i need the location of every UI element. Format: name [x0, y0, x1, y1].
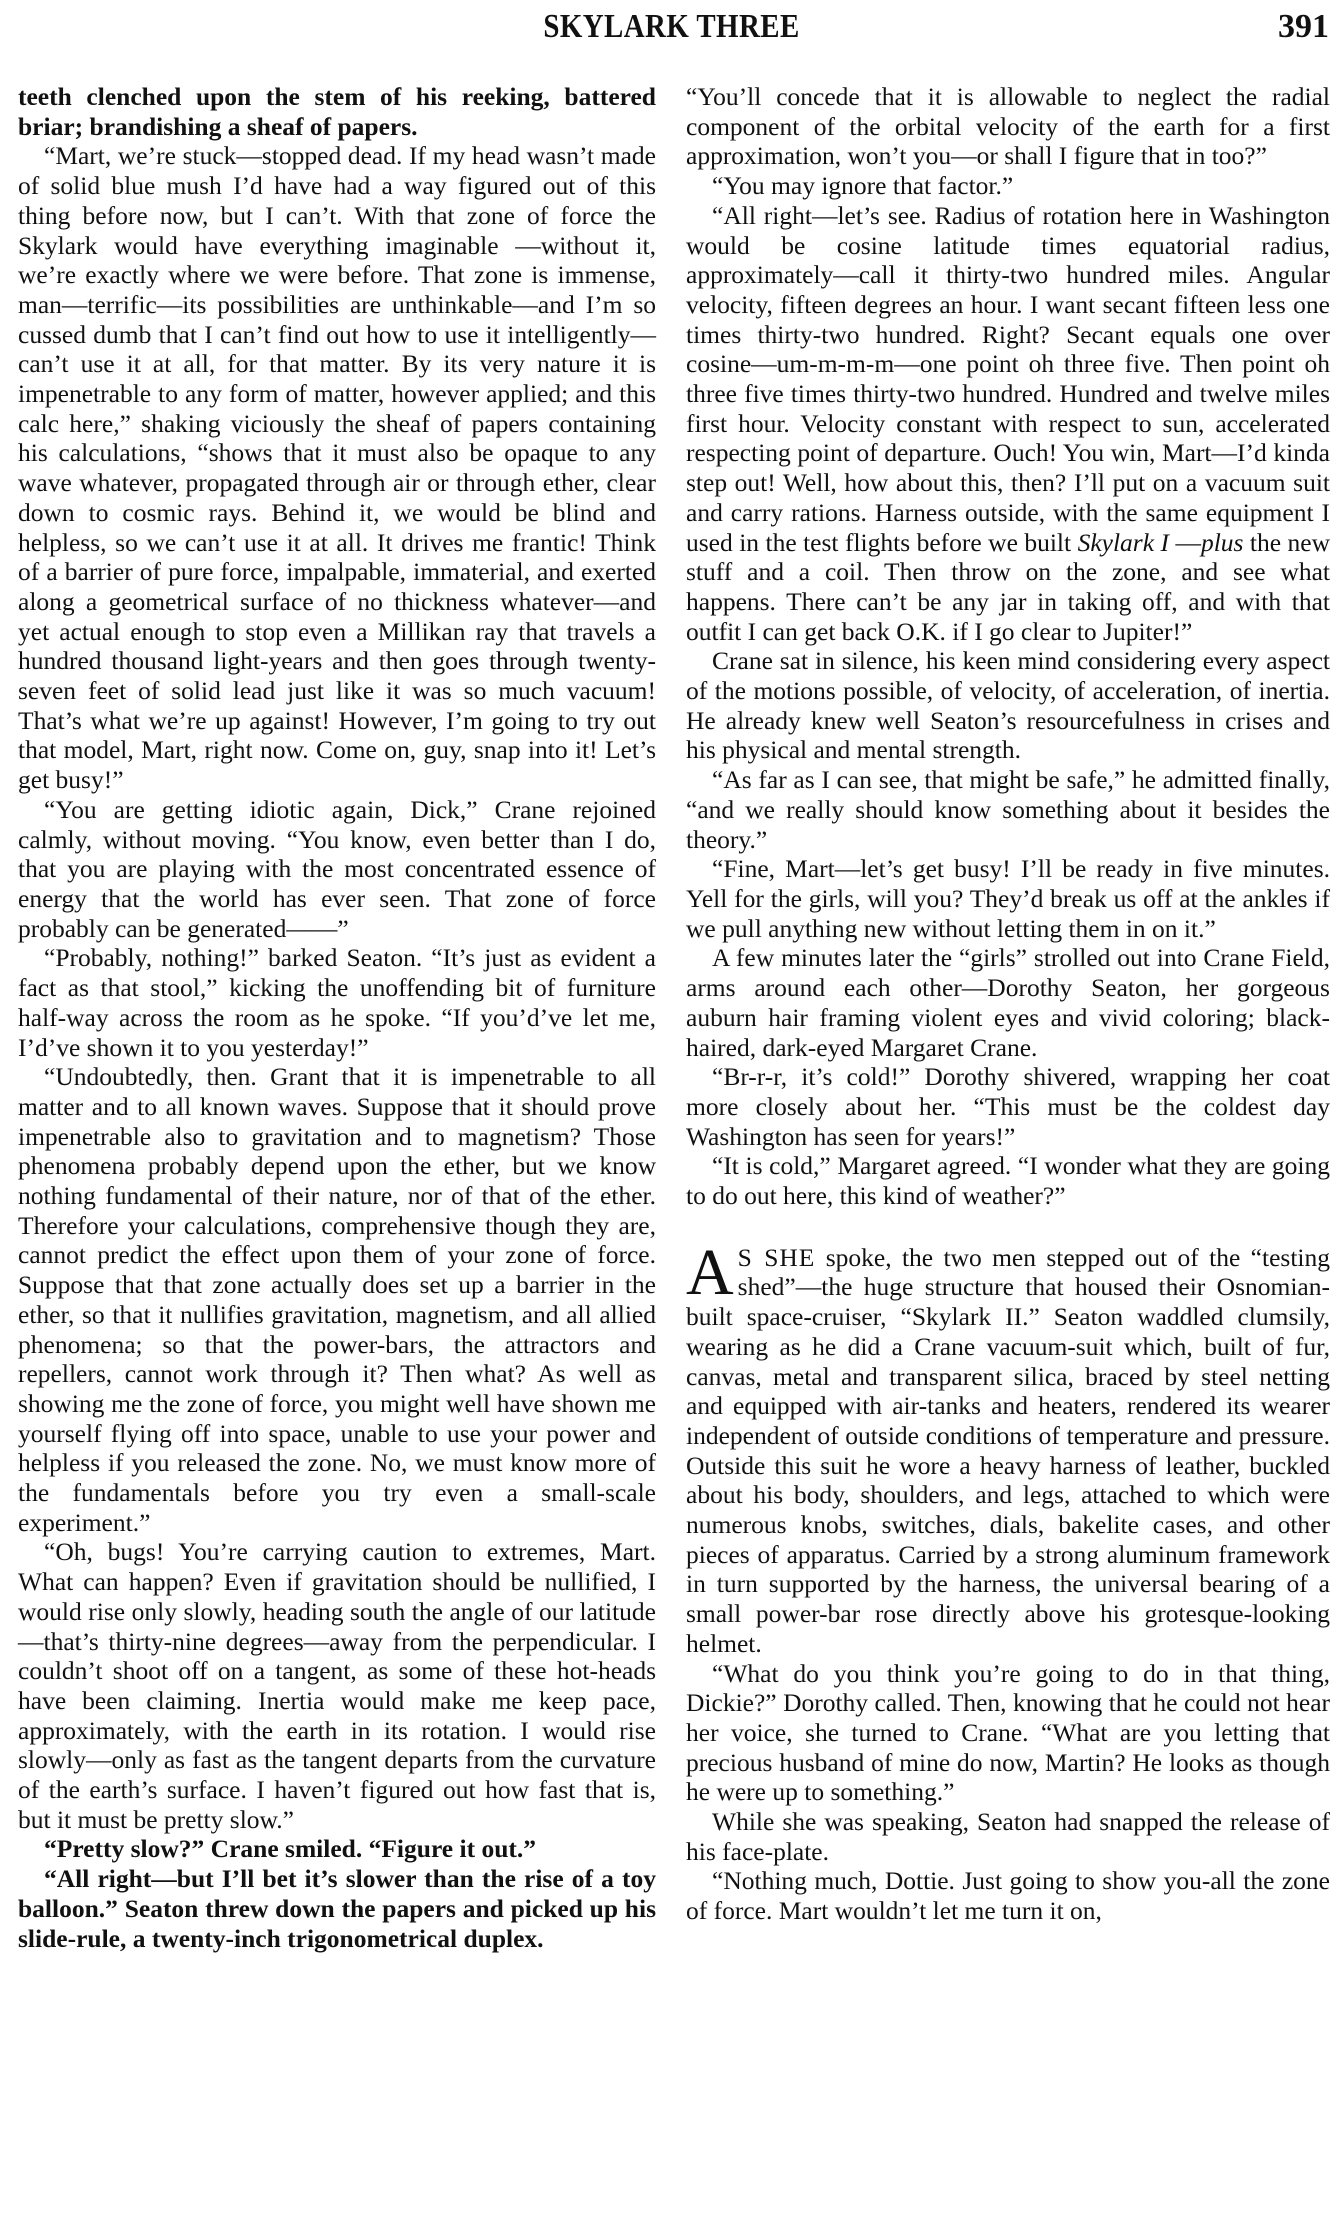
running-header — [0, 8, 1343, 58]
lead-in: S SHE — [737, 1242, 816, 1272]
paragraph: “Pretty slow?” Crane smiled. “Figure it out.” — [44, 1834, 536, 1864]
left-column — [18, 82, 656, 1953]
paragraph: “Mart, we’re stuck—stopped dead. If my head wasn’t made of solid blue mush I’d have had a way figured out of this thing before now, but I can’t. With that zone of force the Skylark would have everything imaginable —without it, we’re exactly where we were before. That zone is immense, man—terrific—its possibilities are unthinkable—and I’m so cussed dumb that I can’t find out how to use it intelligently—can’t use it at all, for that matter. By its very nature it is impenetrable to any form of matter, however applied; and this calc here,” shaking viciously the sheaf of papers containing his calculations, “shows that it must also be opaque to any wave whatever, propagated through air or through ether, clear down to cosmic rays. Behind it, we would be blind and helpless, so we can’t use it at all. It drives me frantic! Think of a barrier of pure force, impalpable, immaterial, and exerted along a geometrical surface of no thickness whatever—and yet actual enough to stop even a Millikan ray that travels a hundred thousand light-years and then goes through twenty-seven feet of solid lead just like it was so much vacuum! That’s what we’re up against! However, I’m going to try out that model, Mart, right now. Come on, guy, snap into it! Let’s get busy!” — [18, 141, 656, 795]
paragraph: “It is cold,” Margaret agreed. “I wonder what they are going to do out here, this kind of weather?” — [686, 1151, 1330, 1211]
paragraph-text: — — [1168, 527, 1201, 557]
paragraph-text: “All right—let’s see. Radius of rotation here in Washington would be cosine latitude times equatorial radius, approximately—call it thirty-two hundred miles. Angular velocity, fifteen degrees an hour. I want secant fifteen less one times thirty-two hundred. Right? Secant equals one over cosine—um-m-m-m—one point oh three five. Then point oh three five times thirty-two hundred. Hundred and twelve miles first hour. Velocity constant with respect to sun, accelerated respecting point of departure. Ouch! You win, Mart—I’d kinda step out! Well, how about this, then? I’ll put on a vacuum suit and carry rations. Harness outside, with the same equipment I used in the test flights before we built — [686, 200, 1330, 557]
page-number: 391 — [1278, 8, 1329, 45]
paragraph: While she was speaking, Seaton had snapped the release of his face-plate. — [686, 1807, 1330, 1866]
paragraph: teeth clenched upon the stem of his reeking, battered briar; brandishing a sheaf of papers. — [18, 82, 656, 141]
right-column — [686, 82, 1330, 1926]
paragraph: “All right—but I’ll bet it’s slower than the rise of a toy balloon.” Seaton threw down the papers and picked up his slide-rule, a twenty-inch trigonometrical duplex. — [18, 1864, 656, 1953]
paragraph: “You are getting idiotic again, Dick,” Crane rejoined calmly, without moving. “You know, even better than I do, that you are playing with the most concentrated essence of energy that the world has ever seen. That zone of force probably can be generated——” — [18, 794, 656, 943]
drop-cap: A — [686, 1235, 734, 1309]
paragraph: “Probably, nothing!” barked Seaton. “It’s just as evident a fact as that stool,” kicking the unoffending bit of furniture half-way across the room as he spoke. “If you’d’ve let me, I’d’ve shown it to you yesterday!” — [18, 943, 656, 1062]
paragraph-text: spoke, the two men stepped out of the “testing shed”—the huge structure that housed their Osnomian-built space-cruiser, “Skylark II.” Seaton waddled clumsily, wearing as he did a Crane vacuum-suit which, built of fur, canvas, metal and transparent silica, braced by steel netting and equipped with air-tanks and heaters, rendered its wearer independent of outside conditions of temperature and pressure. Outside this suit he wore a heavy harness of leather, buckled about his body, shoulders, and legs, attached to which were numerous knobs, switches, dials, bakelite cases, and other pieces of apparatus. Carried by a strong aluminum framework in turn supported by the harness, the universal bearing of a small power-bar rose directly above his grotesque-looking helmet. — [686, 1242, 1330, 1658]
emphasis: plus — [1200, 527, 1244, 557]
paragraph — [686, 201, 1330, 647]
paragraph: “You’ll concede that it is allowable to neglect the radial component of the orbital velocity of the earth for a first approximation, won’t you—or shall I figure that in too?” — [686, 82, 1330, 171]
paragraph: “Br-r-r, it’s cold!” Dorothy shivered, wrapping her coat more closely about her. “This must be the coldest day Washington has seen for years!” — [686, 1062, 1330, 1151]
paragraph: “Nothing much, Dottie. Just going to show you-all the zone of force. Mart wouldn’t let me turn it on, — [686, 1866, 1330, 1926]
paragraph: “Oh, bugs! You’re carrying caution to extremes, Mart. What can happen? Even if gravitation should be nullified, I would rise only slowly, heading south the angle of our latitude—that’s thirty-nine degrees—away from the perpendicular. I couldn’t shoot off on a tangent, as some of these hot-heads have been claiming. Inertia would make me keep pace, approximately, with the earth in its rotation. I would rise slowly—only as fast as the tangent departs from the curvature of the earth’s surface. I haven’t figured out how fast that is, but it must be pretty slow.” — [18, 1537, 656, 1834]
paragraph: “Fine, Mart—let’s get busy! I’ll be ready in five minutes. Yell for the girls, will you? They’d break us off at the ankles if we pull anything new without letting them in on it.” — [686, 854, 1330, 943]
ship-name: Skylark I — [1077, 527, 1169, 557]
paragraph: “As far as I can see, that might be safe,” he admitted finally, “and we really should know something about it besides the theory.” — [686, 765, 1330, 854]
paragraph: Crane sat in silence, his keen mind considering every aspect of the motions possible, of velocity, of acceleration, of inertia. He already knew well Seaton’s resourcefulness in crises and his physical and mental strength. — [686, 646, 1330, 765]
running-title: SKYLARK THREE — [543, 8, 800, 45]
section-opening-paragraph — [686, 1235, 1330, 1659]
paragraph-text: the new stuff and a coil. Then throw on the zone, and see what happens. There can’t be any jar in taking off, and with that outfit I can get back O.K. if I go clear to Jupiter!” — [686, 527, 1331, 646]
paragraph: A few minutes later the “girls” strolled out into Crane Field, arms around each other—Dorothy Seaton, her gorgeous auburn hair framing violent eyes and vivid coloring; black-haired, dark-eyed Margaret Crane. — [686, 943, 1330, 1062]
paragraph: “Undoubtedly, then. Grant that it is impenetrable to all matter and to all known waves. Suppose that it should prove impenetrable also to gravitation and to magnetism? Those phenomena probably depend upon the ether, but we know nothing fundamental of their nature, nor of that of the ether. Therefore your calculations, comprehensive though they are, cannot predict the effect upon them of your zone of force. Suppose that that zone actually does set up a barrier in the ether, so that it nullifies gravitation, magnetism, and all allied phenomena; so that the power-bars, the attractors and repellers, cannot work through it? Then what? As well as showing me the zone of force, you might well have shown me yourself flying off into space, unable to use your power and helpless if you released the zone. No, we must know more of the fundamentals before you try even a small-scale experiment.” — [18, 1062, 656, 1537]
paragraph: “You may ignore that factor.” — [712, 171, 1014, 201]
paragraph: “What do you think you’re going to do in that thing, Dickie?” Dorothy called. Then, knowing that he could not hear her voice, she turned to Crane. “What are you letting that precious husband of mine do now, Martin? He looks as though he were up to something.” — [686, 1658, 1330, 1807]
